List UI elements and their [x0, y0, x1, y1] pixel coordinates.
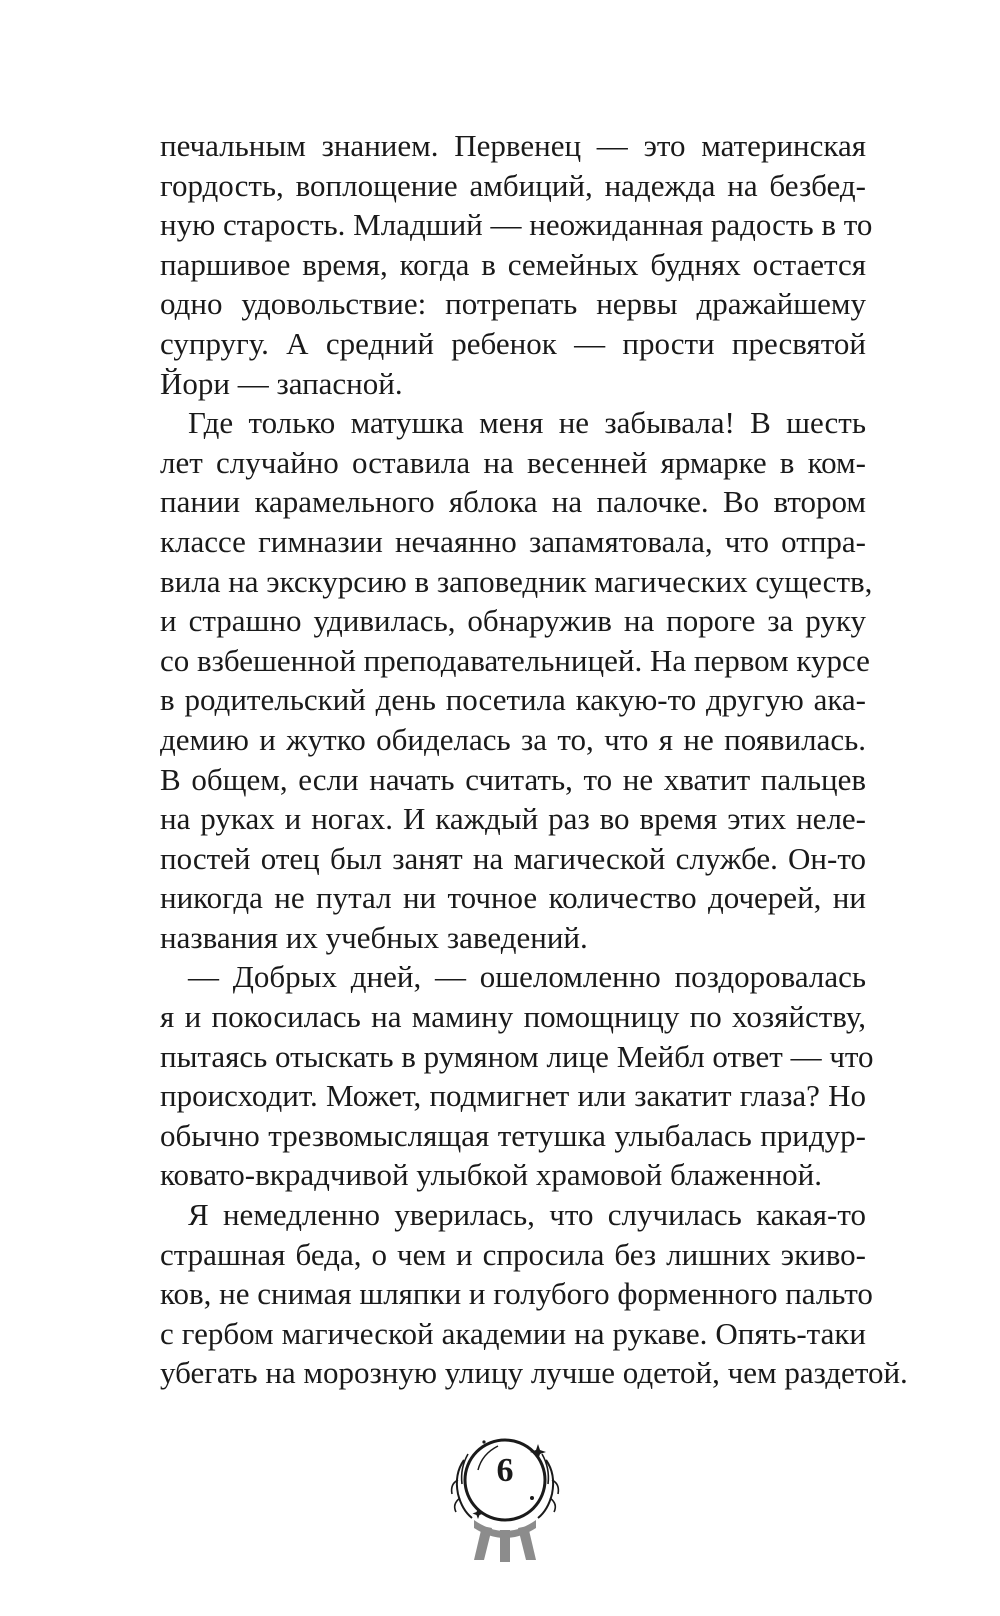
text-line: ковато-вкрадчивой улыбкой храмовой блаженной.	[160, 1157, 823, 1193]
text-line: Где только матушка меня не забывала! В шесть	[188, 405, 866, 441]
text-line: я и покосилась на мамину помощницу по хозяйству,	[160, 999, 866, 1035]
text-line: убегать на морозную улицу лучше одетой, чем раздетой.	[160, 1355, 908, 1391]
text-line: в родительский день посетила какую-то другую ака-	[160, 682, 866, 718]
text-line: гордость, воплощение амбиций, надежда на безбед-	[160, 167, 866, 203]
text-line: демию и жутко обиделась за то, что я не появилась.	[160, 721, 866, 757]
page-folio	[440, 1424, 570, 1564]
text-line: ков, не снимая шляпки и голубого форменного пальто	[160, 1276, 873, 1312]
text-line: пании карамельного яблока на палочке. Во втором	[160, 484, 866, 520]
text-line: обычно трезвомыслящая тетушка улыбалась придур-	[160, 1117, 866, 1153]
text-line: вила на экскурсию в заповедник магических существ,	[160, 563, 873, 599]
text-line: с гербом магической академии на рукаве. Опять-таки	[160, 1315, 866, 1351]
text-line: печальным знанием. Первенец — это материнская	[160, 128, 866, 163]
text-line: — Добрых дней, — ошеломленно поздоровалась	[188, 959, 866, 995]
text-line: и страшно удивилась, обнаружив на пороге за руку	[160, 603, 866, 639]
text-line: Я немедленно уверилась, что случилась какая-то	[188, 1197, 866, 1233]
text-line: пытаясь отыскать в румяном лице Мейбл ответ — что	[160, 1038, 874, 1074]
text-line: ную старость. Младший — неожиданная радость в то	[160, 207, 873, 243]
text-line: со взбешенной преподавательницей. На первом курсе	[160, 642, 870, 678]
text-line: классе гимназии нечаянно запамятовала, что отпра-	[160, 523, 866, 559]
text-line: одно удовольствие: потрепать нервы дражайшему	[160, 286, 866, 322]
text-line: паршивое время, когда в семейных буднях остается	[160, 246, 866, 282]
text-line: лет случайно оставила на весенней ярмарке в ком-	[160, 444, 866, 480]
text-line: постей отец был занят на магической службе. Он-то	[160, 840, 866, 876]
body-text	[160, 126, 908, 1393]
text-line: страшная беда, о чем и спросила без лишних экиво-	[160, 1236, 866, 1272]
text-line: происходит. Может, подмигнет или закатит глаза? Но	[160, 1078, 866, 1114]
text-line: супругу. А средний ребенок — прости пресвятой	[160, 325, 866, 361]
text-line: названия их учебных заведений.	[160, 919, 588, 955]
text-line: В общем, если начать считать, то не хватит пальцев	[160, 761, 866, 797]
text-line: никогда не путал ни точное количество дочерей, ни	[160, 880, 866, 916]
text-line: на руках и ногах. И каждый раз во время этих неле-	[160, 801, 866, 837]
page-number: 6	[496, 1452, 514, 1489]
crystal-ball-icon	[440, 1424, 570, 1564]
text-line: Йори — запасной.	[160, 365, 403, 401]
